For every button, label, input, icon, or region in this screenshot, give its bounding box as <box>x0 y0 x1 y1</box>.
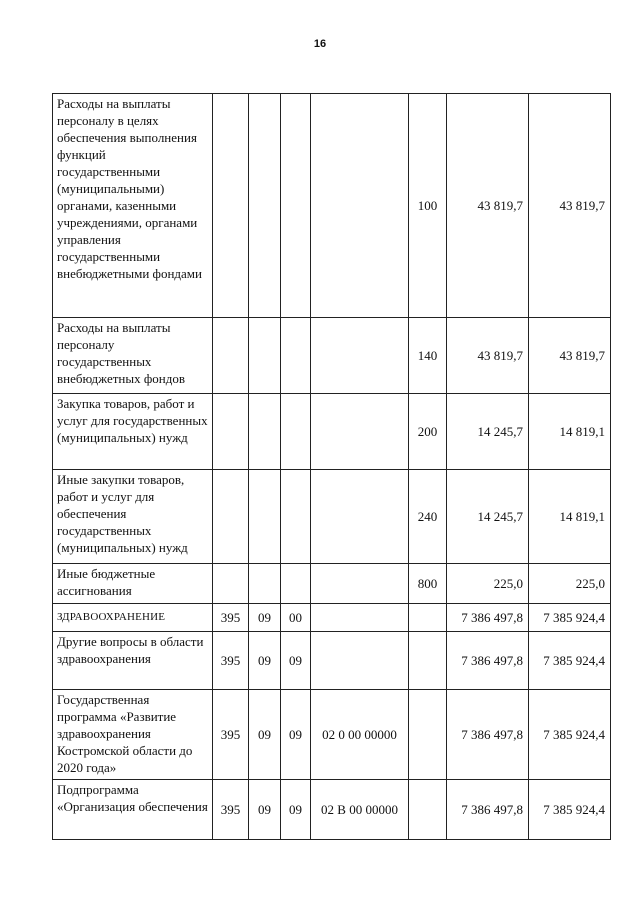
vr-cell: 100 <box>409 94 447 318</box>
pr-cell <box>281 94 311 318</box>
csr-cell: 02 0 00 00000 <box>311 690 409 780</box>
pr-cell: 09 <box>281 780 311 840</box>
table-row <box>53 780 611 840</box>
vr-cell <box>409 632 447 690</box>
table-row <box>53 564 611 604</box>
row-name: Иные бюджетные ассигнования <box>53 564 213 604</box>
sum2-cell: 43 819,7 <box>529 318 611 394</box>
pr-cell <box>281 564 311 604</box>
csr-cell <box>311 318 409 394</box>
rz-cell <box>249 94 281 318</box>
ved-cell <box>213 394 249 470</box>
row-name: Закупка товаров, работ и услуг для государственных (муниципальных) нужд <box>53 394 213 470</box>
row-name: ЗДРАВООХРАНЕНИЕ <box>53 604 213 632</box>
rz-cell: 09 <box>249 604 281 632</box>
sum2-cell: 7 385 924,4 <box>529 690 611 780</box>
page-number: 16 <box>313 38 327 50</box>
sum1-cell: 7 386 497,8 <box>447 632 529 690</box>
pr-cell: 09 <box>281 690 311 780</box>
pr-cell <box>281 394 311 470</box>
ved-cell <box>213 470 249 564</box>
ved-cell: 395 <box>213 604 249 632</box>
row-name: Иные закупки товаров, работ и услуг для обеспечения государственных (муниципальных) нужд <box>53 470 213 564</box>
rz-cell: 09 <box>249 632 281 690</box>
sum1-cell: 14 245,7 <box>447 394 529 470</box>
pr-cell <box>281 470 311 564</box>
sum2-cell: 225,0 <box>529 564 611 604</box>
rz-cell: 09 <box>249 780 281 840</box>
sum2-cell: 7 385 924,4 <box>529 780 611 840</box>
ved-cell: 395 <box>213 690 249 780</box>
rz-cell <box>249 394 281 470</box>
table-row <box>53 604 611 632</box>
table-row <box>53 318 611 394</box>
sum1-cell: 7 386 497,8 <box>447 690 529 780</box>
sum1-cell: 43 819,7 <box>447 318 529 394</box>
sum2-cell: 43 819,7 <box>529 94 611 318</box>
row-name: Подпрограмма «Организация обеспечения <box>53 780 213 840</box>
vr-cell <box>409 780 447 840</box>
sum1-cell: 14 245,7 <box>447 470 529 564</box>
table-row <box>53 470 611 564</box>
row-name: Расходы на выплаты персоналу в целях обеспечения выполнения функций государственными (муниципальными) органами, казенными учреждениями, органами управления государственными внебюджетными фондами <box>53 94 213 318</box>
sum2-cell: 14 819,1 <box>529 394 611 470</box>
vr-cell: 800 <box>409 564 447 604</box>
rz-cell <box>249 470 281 564</box>
sum2-cell: 14 819,1 <box>529 470 611 564</box>
sum1-cell: 43 819,7 <box>447 94 529 318</box>
csr-cell <box>311 394 409 470</box>
row-name: Другие вопросы в области здравоохранения <box>53 632 213 690</box>
row-name: Расходы на выплаты персоналу государственных внебюджетных фондов <box>53 318 213 394</box>
table-row <box>53 94 611 318</box>
vr-cell: 240 <box>409 470 447 564</box>
sum1-cell: 225,0 <box>447 564 529 604</box>
table-row <box>53 632 611 690</box>
csr-cell <box>311 632 409 690</box>
pr-cell: 00 <box>281 604 311 632</box>
rz-cell: 09 <box>249 690 281 780</box>
sum1-cell: 7 386 497,8 <box>447 604 529 632</box>
csr-cell: 02 В 00 00000 <box>311 780 409 840</box>
csr-cell <box>311 564 409 604</box>
row-name: Государственная программа «Развитие здравоохранения Костромской области до 2020 года» <box>53 690 213 780</box>
ved-cell: 395 <box>213 632 249 690</box>
vr-cell <box>409 690 447 780</box>
csr-cell <box>311 94 409 318</box>
table-row <box>53 394 611 470</box>
csr-cell <box>311 470 409 564</box>
budget-table <box>52 93 611 840</box>
sum2-cell: 7 385 924,4 <box>529 632 611 690</box>
ved-cell <box>213 94 249 318</box>
rz-cell <box>249 564 281 604</box>
pr-cell: 09 <box>281 632 311 690</box>
vr-cell: 140 <box>409 318 447 394</box>
ved-cell: 395 <box>213 780 249 840</box>
csr-cell <box>311 604 409 632</box>
vr-cell: 200 <box>409 394 447 470</box>
ved-cell <box>213 564 249 604</box>
rz-cell <box>249 318 281 394</box>
sum1-cell: 7 386 497,8 <box>447 780 529 840</box>
ved-cell <box>213 318 249 394</box>
table-row <box>53 690 611 780</box>
sum2-cell: 7 385 924,4 <box>529 604 611 632</box>
pr-cell <box>281 318 311 394</box>
vr-cell <box>409 604 447 632</box>
